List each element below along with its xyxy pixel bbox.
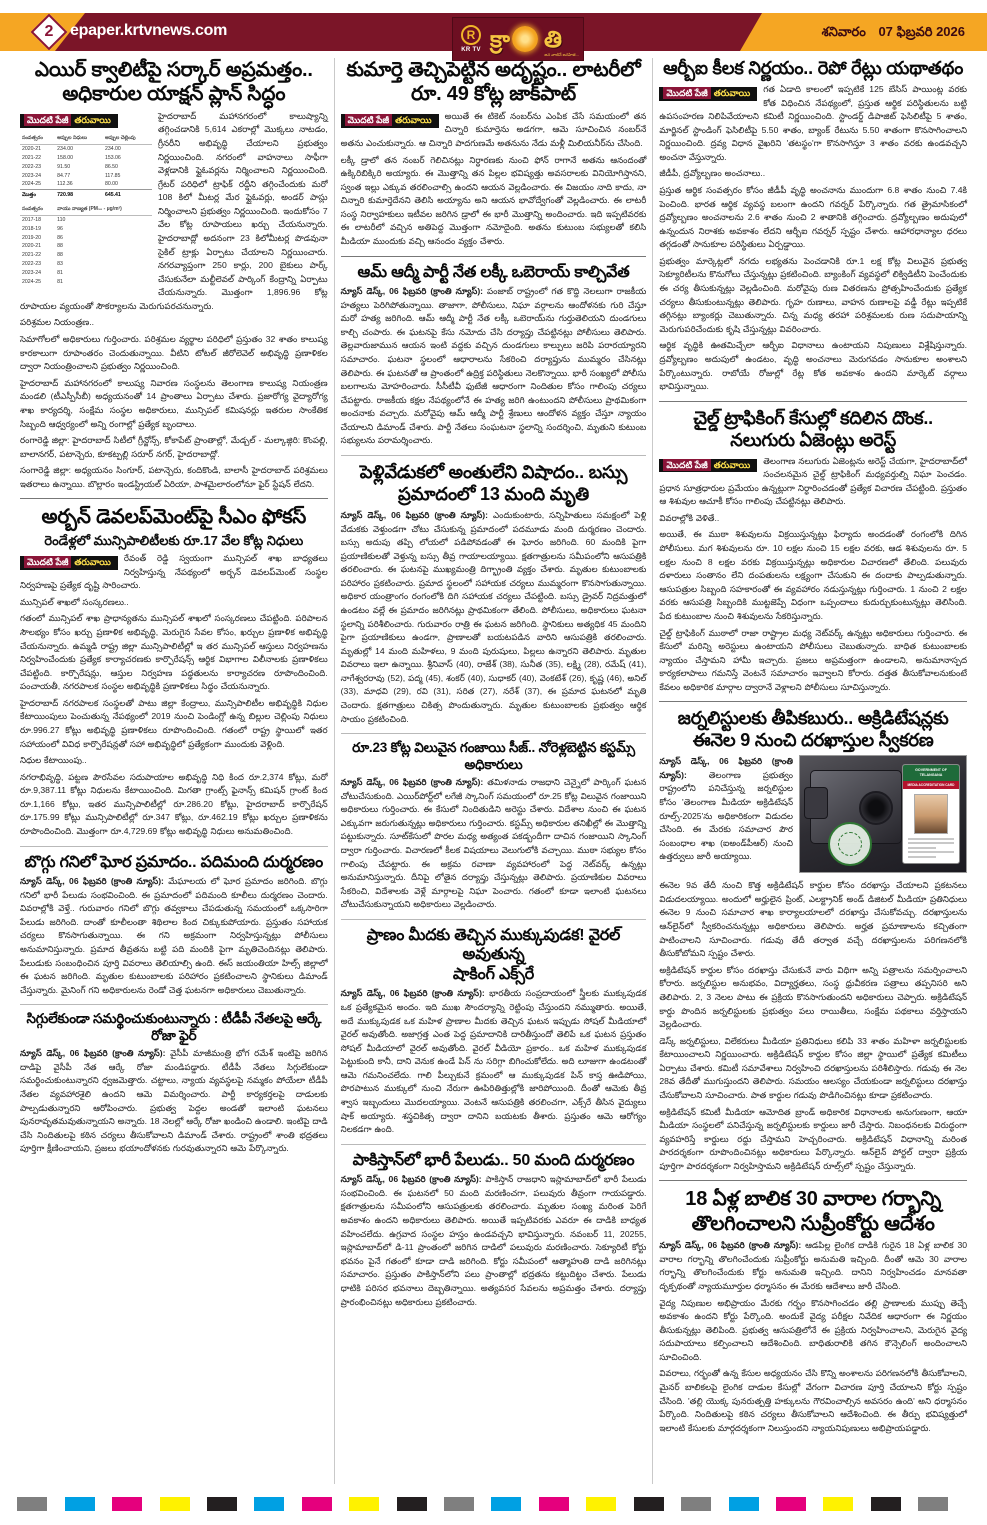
article-subhead-1: వివరాల్లోకి వెళితే..: [659, 512, 720, 523]
colorbar-gap: [284, 1497, 301, 1511]
article-body: [341, 987, 647, 1136]
colorbar-gap: [616, 1497, 633, 1511]
col-funds: అప్పుల నిధులు: [55, 134, 103, 145]
colorbar-gap: [853, 1497, 870, 1511]
cell-pm10: 83: [57, 261, 63, 268]
kranti-wordmark-right: తి: [543, 25, 562, 52]
colorbar-segment: [17, 1497, 47, 1511]
dateline: న్యూస్ డెస్క్, 06 ఫిబ్రవరి (క్రాంతి న్యూస్):: [340, 1174, 482, 1185]
article-nose-pin-xray[interactable]: [341, 926, 647, 1137]
continued-badge-wrap: [20, 552, 118, 572]
article-coal-mine-accident[interactable]: [20, 853, 328, 998]
cell-year: 2020-21: [22, 146, 42, 153]
colorbar-segment: [776, 1497, 806, 1511]
continued-badge-part-a: మొదటి పేజీ: [663, 459, 710, 471]
colorbar-gap: [190, 1497, 207, 1511]
continued-badge-part-b: తరువాయి: [395, 114, 432, 125]
article-body-text: పాకిస్తాన్ రాజధాని ఇస్లామాబాద్‌లో భారీ పేలుడు సంభవించింది. ఈ ఘటనలో 50 మంది మరణించగా, పలువురు తీవ్రంగా గాయపడ్డారు. క్షతగాత్రులను సమీపంలోని ఆసుపత్రులకు తరలించారు. మృతుల సంఖ్య మరింత పెరిగే అవకాశం ఉందని అధికారులు తెలిపారు. అయితే ఇప్పటివరకు ఎవరూ ఈ దాడికి బాధ్యత వహించలేదు. ఉగ్రవాద సంస్థల హస్తం ఉండవచ్చని భావిస్తున్నారు. నవంబర్ 11, 20255, ఇస్లామాబాద్‌లో డి-11 ప్రాంతంలో జరిగిన దాడిలో పలువురు మరణించారు. సెక్యూరిటీ కోర్టు భవనం పైనే గతంలో కూడా దాడి జరిగింది. కోర్టు సమీపంలో ఆత్మాహుతి దాడి జరిగినట్లు సమాచారం. ప్రస్తుతం పాకిస్తాన్‌లోని పలు ప్రాంతాల్లో భద్రతను కట్టుదిట్టం చేశారు. పేలుడు ధాటికి పరిసర భవనాలు దెబ్బతిన్నాయి. అత్యవసర సేవలను అప్రమత్తం చేశారు. దర్యాప్తు ప్రారంభించినట్లు అధికారులు ప్రకటించారు.: [340, 1174, 647, 1307]
divider: [341, 1144, 647, 1145]
article-body-2: ఈనెల 9వ తేదీ నుంచి కొత్త అక్రిడిటేషన్ కార్డుల కోసం దరఖాస్తు చేయాలని ప్రకటనలు విడుదలయ్యాయి. అందులో అర్హులైన ప్రింట్, ఎలక్ట్రానిక్ అండ్ డిజిటల్ మీడియా ప్రతినిధులు ఈనెల 9 నుంచి సమాచార శాఖ కార్యాలయాలలో దరఖాస్తు చేసుకోవచ్చు. దరఖాస్తులను ఆన్‌లైన్‌లో స్వీకరించనున్నట్లు అధికారులు తెలిపారు. అర్హత ప్రమాణాలను కచ్చితంగా పాటించాలని సూచించారు. గడువు తేదీ తర్వాత వచ్చే దరఖాస్తులను పరిగణనలోకి తీసుకోబోమని స్పష్టం చేశారు.: [659, 880, 968, 959]
continued-badge: [20, 556, 118, 570]
headline-line-1: చైల్డ్ ట్రాఫికింగ్ కేసుల్లో కదిలిన దొంక..: [693, 407, 933, 428]
article-body-4: రంగారెడ్డి జిల్లా: హైదరాబాద్ సిటీలో గ్రీన్జోన్స్, కోకాపేట్ ప్రాంతాల్లో, మేడ్చల్ - మల్కాజ్గిరి: కొంపల్లి, బాలానగర్, పటాన్చెరు, కూకట్పల్లి సరూర్ నగర్, హైదరాబాద్లో.: [20, 435, 328, 459]
cell-payment: 234.00: [104, 146, 121, 153]
cell-pm10: 81: [57, 269, 63, 276]
article-body: [20, 875, 328, 997]
article-body: [20, 1047, 328, 1156]
article-ganja-seizure[interactable]: [341, 740, 647, 912]
dateline: న్యూస్ డెస్క్, 06 ఫిబ్రవరి (క్రాంతి న్యూస్):: [659, 1240, 802, 1251]
cell-year: 2022-23: [22, 261, 42, 268]
colorbar-gap: [711, 1497, 728, 1511]
newspaper-page: [0, 52, 987, 1484]
masthead: [0, 13, 987, 57]
headline-line-2: షాకింగ్ ఎక్స్‌రే: [452, 965, 535, 983]
article-body-2: గతంలో మున్సిపల్ శాఖ ప్రాధాన్యతను మున్సిపల్ శాఖలో సంస్కరణలు చేపట్టింది. పరిపాలన సౌలభ్యం కోసం ఖర్చు ప్రణాళిక అభివృద్ధి, మెరుగైన సేవల కోసం, ఖర్చుల ప్రణాళిక అభివృద్ధి చేయనున్నారు. ఉమ్మడి రాష్ట్ర జిల్లా మున్సిపాలిటీల్లో ఇ తర మున్సిపల్ ఆస్తులు నిర్వహణను నిర్వహించేందుకు ప్రత్యేక కార్యాచరణకు కార్పొరేషన్స్ ఆర్థిక విభాగాల విలీనాలకు ప్రణాళికలు చేపట్టింది. కార్పొరేషన్లు, ఆస్తుల నిర్వహణ పద్ధతులను కార్యాచరణ రూపొందించింది. పంచాయతీ, నగరపాలక సంస్థల అభివృద్ధికి ప్రణాళికలు సిద్ధం చేయనున్నారు.: [20, 613, 328, 692]
kr-monogram: R: [461, 25, 481, 45]
divider: [659, 701, 967, 702]
headline: సిగ్గులేకుండా సమర్థించుకుంటున్నారు : టీడీపీ నేతలపై ఆర్కే రోజా ఫైర్: [26, 1011, 322, 1043]
headline-line-2: ప్రమాదంలో 13 మంది మృతి: [398, 483, 589, 504]
divider: [341, 455, 647, 456]
table-row: [20, 251, 152, 260]
headline: ఆమ్ ఆద్మీ పార్టీ నేత లక్కీ ఒబెరాయ్ కాల్చివేత: [357, 263, 630, 281]
colorbar-segment: [112, 1497, 142, 1511]
article-body: [341, 1173, 647, 1309]
divider: [20, 846, 328, 847]
article-urban-development[interactable]: [20, 505, 328, 838]
colorbar-gap: [569, 1497, 586, 1511]
colorbar-gap: [901, 1497, 918, 1511]
table-row: [20, 180, 152, 189]
cell-funds: 158.00: [57, 155, 74, 162]
colorbar-segment: [586, 1497, 616, 1511]
table-row: [20, 154, 152, 163]
cell-year: 2021-22: [22, 155, 42, 162]
article-body-text: భారతీయ సంప్రదాయంలో స్త్రీలకు ముక్కుపుడక ఒక ప్రత్యేకమైన అందం. ఇది ముఖ సౌందర్యాన్ని రెట్టింపు చేస్తుందని నమ్ముతారు. అయితే, అదే ముక్కుపుడక ఒక మహిళ ప్రాణాల మీదకు తెచ్చిన ఘటన ఇప్పుడు సోషల్ మీడియాలో వైరల్ అవుతోంది. అజాగ్రత్త ఎంత పెద్ద ప్రమాదానికి దారితీస్తుందో తెలిపే ఒక ఘటన ప్రస్తుతం సోషల్ మీడియాలో వైరల్ అవుతోంది. వైరల్ వీడియో ప్రకారం.. ఒక మహిళ ముక్కుపుడక పెట్టుకుంది కానీ, దాని వెనుక ఉండే పిన్ ను సరిగ్గా బిగించుకోలేదు. అది లూజుగా ఉండటంతో ఆమె గమనించలేదు. గాలి పీల్చుకునే క్రమంలో ఆ ముక్కుపుడక పిన్ కాస్త ఊడిపోయి, పొరపాటున ముక్కులో నుంచి నేరుగా ఊపిరితిత్తుల్లోకి జారిపోయింది. దీంతో ఆమెకు తీవ్ర శ్వాస ఇబ్బందులు మొదలయ్యాయి. వెంటనే ఆసుపత్రికి తరలించగా, ఎక్స్‌రే తీసిన వైద్యులు షాక్ అయ్యారు. శస్త్రచికిత్స ద్వారా దానిని బయటకు తీశారు. ప్రస్తుతం ఆమె ఆరోగ్యం నిలకడగా ఉంది.: [340, 988, 647, 1135]
colorbar-segment: [491, 1497, 521, 1511]
table-row: [20, 233, 152, 242]
table-row: [20, 215, 152, 224]
table-header-row: [20, 205, 152, 216]
article-body-1: తెలంగాణ నలుగురు ఏజెంట్లను అరెస్ట్ చేయగా, హైదరాబాద్‌లో సంచలనమైన చైల్డ్ ట్రాఫికింగ్ మధ్యవర్తుల్ని నిఘా పెంచడం. ప్రధాన సూత్రధారుల ప్రమేయం ఉన్నట్లుగా నిర్ధారించడంతో ప్రత్యేక విచారణ చేపట్టింది. ప్రస్తుతం ఆ శిశువుల ఆచూకీ కోసం గాలింపు చేపట్టినట్లు తెలిపారు.: [659, 455, 968, 507]
article-subhead-2: నిధుల కేటాయింపు..: [20, 755, 87, 766]
article-roja-tdp[interactable]: [20, 1011, 328, 1156]
colorbar-gap: [521, 1497, 538, 1511]
article-body-5: సంగారెడ్డి జిల్లా: అధ్యయనం సింగూర్, పటాన్చెరు, కందికొండి, బాలాసీ హైదరాబాద్ పరిశ్రమలు ఇతరాలు ఉన్నాయి. బొల్లారం ఇండస్ట్రియల్ ఏరియా, పాశమైలారంలోనూ ఫైర్ స్టేషన్ లేదని.: [20, 465, 328, 489]
colorbar-gap: [0, 1497, 17, 1511]
dateline: న్యూస్ డెస్క్, 06 ఫిబ్రవరి (క్రాంతి న్యూస్):: [340, 509, 489, 520]
id-card-header: GOVERNMENT OF TELANGANA: [903, 765, 959, 780]
article-body-1: గత ఏడాది కాలంలో ఇప్పటికే 125 బేసిస్ పాయింట్ల వరకు కోత విధించిన నేపథ్యంలో, ప్రస్తుత ఆర్థిక పరిస్థితులను బట్టి ఉపసంహరణ నిలిపివేయాలని కమిటీ నిర్ణయించింది. స్టాండర్డ్ డిపాజిట్ ఫెసిలిటీపై 5 శాతం, మార్జినల్ స్టాండింగ్ ఫెసిలిటీపై 5.50 శాతం, బ్యాంక్ రేటును 5.50 శాతంగా కొనసాగించాలని నిర్ణయించింది. ద్రవ్య విధాన వైఖరిని 'తటస్థం'గా కొనసాగిస్తూ 3 శాతం వరకు ఉండవచ్చని అంచనా వేస్తున్నారు.: [659, 83, 968, 162]
headline-line-1: పెళ్లివేడుకలో అంతులేని విషాదం.. బస్సు: [359, 462, 628, 483]
colorbar-segment: [160, 1497, 190, 1511]
article-subhead-1: జీడీపీ, ద్రవ్యోల్బణం అంచనాలు..: [659, 168, 766, 179]
colorbar-gap: [806, 1497, 823, 1511]
headline: ఆర్బీఐ కీలక నిర్ణయం.. రెపో రేట్లు యథాతథం: [663, 58, 964, 78]
article-subhead-1: మున్సిపల్ శాఖలో సంస్కరణలు..: [20, 596, 129, 607]
cell-funds: 84.77: [57, 172, 71, 179]
colorbar-gap: [664, 1497, 681, 1511]
colorbar-gap: [474, 1497, 491, 1511]
article-body-5: అక్రిడిటేషన్ కమిటీ మీడియా ఆమోదిత బ్రాండ్ అధికారిక విధానాలకు అనుగుణంగా, ఆయా మీడియా సంస్థలలో పనిచేస్తున్న జర్నలిస్టులకు కార్డులు జారీ చేస్తారు. నిబంధనలకు విరుద్ధంగా వ్యవహరిస్తే కార్డులు రద్దు చేస్తామని హెచ్చరించారు. అక్రిడిటేషన్ విధానాన్ని మరింత పారదర్శకంగా రూపొందించినట్లు అధికారులు పేర్కొన్నారు. ఆన్‌లైన్ పోర్టల్ ద్వారా ప్రక్రియ పూర్తిగా పారదర్శకంగా నిర్వహిస్తామని అక్రిడిటేషన్ రూల్స్‌లో స్పష్టం చేస్తున్నారు.: [659, 1106, 968, 1171]
headline: పాకిస్తాన్‌లో భారీ పేలుడు.. 50 మంది దుర్మరణం: [352, 1151, 635, 1169]
headline: అర్బన్ డెవలప్‌మెంట్‌పై సీఎం ఫోకస్: [41, 506, 307, 529]
cell-year: 2024-25: [22, 181, 42, 188]
col-year: సంవత్సరం: [20, 205, 55, 216]
cell-total-label: మొత్తం: [20, 189, 55, 200]
cell-payment: 80.00: [104, 181, 118, 188]
subheadline: రెండేళ్లలో మున్సిపాలిటీలకు రూ.17 వేల కోట్ల నిధులు: [44, 532, 304, 548]
cell-payment: 153.06: [104, 155, 121, 162]
article-body-3: వివరాలు, గర్భంతో ఉన్న కేసుల అధ్యయనం చేసి కొన్ని అంశాలను పరిగణనలోకి తీసుకోవాలని, మైనర్ బాలికలపై లైంగిక దాడుల కేసుల్లో వేగంగా విచారణ పూర్తి చేయాలని కోర్టు స్పష్టం చేసింది. 'తల్లి యొక్క పునరుత్పత్తి హక్కులను గౌరవించాల్సిన అవసరం ఉంది' అని ధర్మాసనం పేర్కొంది. నిందితులపై కఠిన చర్యలు తీసుకోవాలని ఆదేశించింది. ఈ తీర్పు భవిష్యత్తులో ఇలాంటి కేసులకు మార్గదర్శకంగా నిలుస్తుందని న్యాయనిపుణులు అభిప్రాయపడ్డారు.: [659, 1368, 968, 1433]
colorbar-segment: [302, 1497, 332, 1511]
headline-line-2: అధికారుల యాక్షన్ ప్లాన్ సిద్ధం: [62, 83, 286, 106]
id-card-subheader: MEDIA ACCREDITATION CARD: [903, 781, 959, 789]
colorbar-segment: [729, 1497, 759, 1511]
article-body-3: చైల్డ్ ట్రాఫికింగ్ ముఠాలో రాజా రాష్ట్రాల మధ్య నెట్‌వర్క్ ఉన్నట్లు అధికారులు గుర్తించారు. ఈ కేసులో మరిన్ని అరెస్టులు ఉంటాయని పోలీసులు చెబుతున్నారు. బాధిత కుటుంబాలకు న్యాయం చేస్తామని హామీ ఇచ్చారు. ప్రజలు అప్రమత్తంగా ఉండాలని, అనుమానాస్పద కార్యకలాపాలు గమనిస్తే వెంటనే సమాచారం ఇవ్వాలని కోరారు. దత్తత తీసుకోవాలనుకుంటే కేవలం అధికారిక మార్గాల ద్వారానే వెళ్లాలని పోలీసులు సూచిస్తున్నారు.: [659, 627, 968, 692]
media-accreditation-card: [902, 764, 960, 864]
article-body-text: తమిళనాడు రాజధాని చెన్నైలో పార్కింగ్ ఘటన చోటుచేసుకుంది. ఎయిర్‌పోర్ట్‌లో లగేజీ స్కానింగ్ సమయంలో రూ.25 కోట్ల విలువైన గంజాయిని అధికారులు గుర్తించారు. ఈ కేసులో నిందితుడిని అరెస్టు చేశారు. విదేశాల నుంచి ఈ ఘటన ఎక్కువగా జరుగుతున్నట్లు అధికారులు గుర్తించారు. కస్టమ్స్ అధికారుల తనిఖీల్లో ఈ మొత్తాన్ని పట్టుకున్నారు. సూట్‌కేసులో పొరల మధ్య అత్యంత పకడ్బందీగా దాచిన గంజాయిని స్కానింగ్ ద్వారా గుర్తించారు. విచారణలో కీలక విషయాలు వెలుగులోకి వచ్చాయి. ముఠా సభ్యుల కోసం గాలింపు చేపట్టారు. ఈ అక్రమ రవాణా వ్యవహారంలో పెద్ద నెట్‌వర్క్ ఉన్నట్లు అనుమానిస్తున్నారు. దీనిపై లోతైన దర్యాప్తు చేస్తున్నట్లు తెలిపారు. ప్రయాణికుల వివరాలు సేకరించి, విదేశాలకు వెళ్లే మార్గాలపై నిఘా పెంచారు. గతంలో కూడా ఇలాంటి ఘటనలు చోటుచేసుకున్నాయని అధికారులు వెల్లడించారు.: [340, 777, 647, 910]
colorbar-gap: [237, 1497, 254, 1511]
column-1: [14, 58, 334, 1484]
column-3: [653, 58, 973, 1484]
continued-badge-part-a: మొదటి పేజీ: [345, 114, 392, 126]
continued-badge-part-b: తరువాయి: [74, 557, 111, 568]
colorbar-gap: [142, 1497, 159, 1511]
article-body-3: హైదరాబాద్ మహానగరంలో కాలుష్య నివారణ సంస్థలను తెలంగాణ కాలుష్య నియంత్రణ మండలి (టీఎస్పీసీబీ) అధ్యయనంతో 14 ప్రాంతాలు ఏర్పాటు చేశారు. ప్రజారోగ్య వైద్యారోగ్య శాఖ కార్యదర్శి, సంక్షేమ సంస్థల అధికారులు, మున్సిపల్ కమిషనర్లు ఇతరుల సాంకేతిక సిబ్బంది ఆధ్వర్యంలో అన్ని రంగాల్లో ప్రత్యేక బృందాలు.: [20, 377, 328, 429]
continued-badge: [341, 114, 439, 128]
id-card-detail-lines: [908, 838, 954, 858]
cell-pm10: 110: [57, 217, 66, 224]
cell-year: 2022-23: [22, 163, 42, 170]
continued-badge-part-b: తరువాయి: [713, 87, 751, 98]
colorbar-segment: [207, 1497, 237, 1511]
divider: [659, 1180, 967, 1181]
cell-year: 2024-25: [22, 278, 42, 285]
cell-funds: 112.36: [57, 181, 73, 188]
headline-line-1: ఎయిర్ క్వాలిటీపై సర్కార్ అప్రమత్తం..: [34, 59, 313, 81]
article-body-2: వైద్య నిపుణుల అభిప్రాయం మేరకు గర్భం కొనసాగించడం తల్లి ప్రాణాలకు ముప్పు తెచ్చే అవకాశం ఉందని కోర్టు పేర్కొంది. అందుకే వైద్య పరీక్షల నివేదిక ఆధారంగా ఈ నిర్ణయం తీసుకున్నట్లు తెలిపింది. ప్రభుత్వ ఆసుపత్రిలోనే ఈ ప్రక్రియ నిర్వహించాలని, మెరుగైన వైద్య సదుపాయాలు కల్పించాలని ఆదేశించింది. బాధితురాలికి తగిన కౌన్సెలింగ్ అందించాలని సూచించింది.: [659, 1297, 968, 1362]
cell-year: 2023-24: [22, 269, 42, 276]
cell-pm10: 96: [57, 225, 63, 232]
colorbar-segment: [634, 1497, 664, 1511]
continued-badge: [20, 114, 118, 128]
article-body: [341, 509, 647, 726]
article-rbi-repo-rate[interactable]: [659, 58, 967, 394]
cell-payment: 86.50: [104, 163, 118, 170]
continued-badge: [659, 459, 757, 473]
continued-badge-wrap: [659, 455, 757, 475]
article-aap-leader-shot[interactable]: [341, 263, 647, 448]
table-row: [20, 144, 152, 153]
colorbar-segment: [397, 1497, 427, 1511]
article-air-quality[interactable]: [20, 58, 328, 491]
divider: [659, 401, 967, 402]
colorbar-segment: [918, 1497, 948, 1511]
continued-and-tables: [20, 110, 152, 286]
cell-pm10: 86: [57, 234, 63, 241]
colorbar-gap: [759, 1497, 776, 1511]
column-grid: [14, 58, 973, 1484]
table-row: [20, 162, 152, 171]
table-header-row: [20, 134, 152, 145]
cell-total-funds: 720.98: [55, 189, 103, 200]
divider: [341, 256, 647, 257]
cell-payment: 117.85: [104, 172, 121, 179]
table-row: [20, 277, 152, 286]
kranti-wordmark-left: క్రా: [490, 25, 510, 52]
article-body: [341, 776, 647, 912]
masthead-date-value: 07 ఫిబ్రవరి 2026: [878, 24, 965, 39]
col-payment: అప్పుల చెల్లింపు: [103, 134, 152, 145]
colorbar-gap: [47, 1497, 64, 1511]
dateline: న్యూస్ డెస్క్, 06 ఫిబ్రవరి (క్రాంతి న్యూస్):: [340, 777, 484, 788]
colorbar-segment: [254, 1497, 284, 1511]
article-body-4: డెస్క్ జర్నలిస్టులు, విలేకరులు మీడియా ప్రతినిధులు కలిపి 33 శాతం మహిళా జర్నలిస్టులకు కేటాయించాలని నిర్ణయించారు. అక్రిడిటేషన్ కార్డుల కోసం జిల్లా స్థాయిలో ప్రత్యేక కమిటీలు ఏర్పాటు చేశారు. కమిటీ సమావేశాలు నిర్వహించి దరఖాస్తులను పరిశీలిస్తారు. గడువు ఈ నెల 28వ తేదీతో ముగుస్తుందని తెలిపారు. సమయం ఆలస్యం చేయకుండా జర్నలిస్టులు దరఖాస్తు చేసుకోవాలని సూచించారు. పాత కార్డుల గడువు పొడిగించినట్లు కూడా ప్రకటించారు.: [659, 1035, 968, 1100]
article-body-1: రేవంత్ రెడ్డి స్వయంగా మున్సిపల్ శాఖ బాధ్యతలు నిర్వహిస్తున్న నేపథ్యంలో అర్బన్ డెవలప్‌మెంట్ సంస్థల నిర్వహణపై ప్రత్యేక దృష్టి సారించారు.: [20, 553, 328, 591]
masthead-weekday: శనివారం: [821, 24, 866, 39]
article-body-text: పంజాబ్ రాష్ట్రంలో గత కొద్ది నెలలుగా రాజకీయ హత్యలు పెరిగిపోతున్నాయి. తాజాగా, పోలీసులు, నిఘా వర్గాలను ఆందోళనకు గురి చేస్తూ మరో హత్య జరిగింది. ఆమ్ ఆద్మీ పార్టీ నేత లక్కీ ఒబెరాయ్‌ను గుర్తుతెలియని దుండగులు కాల్చి చంపారు. ఈ ఘటనపై కేసు నమోదు చేసి దర్యాప్తు చేపట్టినట్లు పోలీసులు తెలిపారు. తెల్లవారుజామున ఆయన ఇంటి వద్దకు వచ్చిన దుండగులు కాల్పులు జరిపి పరారయ్యారని సమాచారం. ఘటనా స్థలంలో ఆధారాలను సేకరించి దర్యాప్తును ముమ్మరం చేసినట్లు తెలిపారు. ఈ ఘటనతో ఆ ప్రాంతంలో ఉద్రిక్త పరిస్థితులు నెలకొన్నాయి. భారీ సంఖ్యలో పోలీసు బలగాలను మోహరించారు. సీసీటీవీ ఫుటేజీ ఆధారంగా నిందితుల కోసం గాలింపు చర్యలు చేపట్టారు. రాజకీయ కక్షల నేపథ్యంలోనే ఈ హత్య జరిగి ఉంటుందని పోలీసులు ప్రాథమికంగా అంచనాకు వచ్చారు. మరోవైపు ఆమ్ ఆద్మీ పార్టీ శ్రేణులు ఆందోళన వ్యక్తం చేస్తూ న్యాయం చేయాలని డిమాండ్ చేశారు. పార్టీ నేతలు సంఘటనా స్థలాన్ని సందర్శించి, మృతుని కుటుంబ సభ్యులను పరామర్శించారు.: [340, 286, 647, 446]
article-body: [341, 285, 647, 448]
article-body-4: ఆర్థిక వృద్ధికి ఊతమిచ్చేలా ఆర్బీఐ విధానాలు ఉంటాయని నిపుణులు విశ్లేషిస్తున్నారు. ద్రవ్యోల్బణం అదుపులో ఉండటం, వృద్ధి అంచనాలు మెరుగవడం సానుకూల అంశాలని పేర్కొంటున్నారు. రాబోయే రోజుల్లో రేట్ల కోత అవకాశం ఉందని మార్కెట్ వర్గాలు భావిస్తున్నాయి.: [659, 340, 968, 392]
colorbar-segment: [823, 1497, 853, 1511]
article-body-1: హైదరాబాద్ మహానగరంలో కాలుష్యాన్ని తగ్గించడానికి 5,614 ఎకరాల్లో మొక్కలు నాటడం, గ్రీనరీని అభివృద్ధి చేయాలని ప్రభుత్వం నిర్ణయించింది. నగరంలో వాహనాలు సాఫీగా వెళ్లడానికి ఫ్లైఓవర్లను నిర్మించాలని నిర్ణయించింది. గ్రేటర్ పరిధిలో ట్రాఫిక్ రద్దీని తగ్గించేందుకు మరో 108 కిలో మీటర్ల మేర ఫ్లైఓవర్లు, అండర్ పాస్లు నిర్మించాలని ప్రభుత్వం నిర్ణయించింది. ఇందుకోసం 7 వేల కోట్ల రూపాయలు ఖర్చు చేయనున్నారు. హైదరాబాద్లో అదనంగా 23 కిలోమీటర్ల పొడవునా సైకిల్ ట్రాక్లు ఏర్పాటు చేయాలని నిర్ణయించారు. నగరవ్యాప్తంగా 250 కార్లు, 200 బైకులు పార్క్ చేసుకునేలా మల్టీలెవల్ పార్కింగ్ కేంద్రాన్ని ఏర్పాటు చేయనున్నారు. మొత్తంగా 1,896.96 కోట్ల రూపాయల వ్యయంతో సౌకర్యాలను మెరుగుపరచనున్నారు.: [20, 110, 328, 311]
cell-year: 2023-24: [22, 172, 42, 179]
article-pakistan-blast[interactable]: [341, 1151, 647, 1309]
continued-badge: [659, 87, 757, 101]
cell-year: 2019-20: [22, 234, 42, 241]
continued-badge-wrap: [341, 110, 439, 130]
article-body-text: తెలంగాణ ప్రభుత్వం రాష్ట్రంలోని పనిచేస్తున్న జర్నలిస్టుల కోసం 'తెలంగాణ మీడియా అక్రిడిటేషన్ రూల్స్-2025'ను అధికారికంగా విడుదల చేసింది. ఈ మేరకు సమాచార పౌర సంబంధాల శాఖ (ఐఅండ్‌పీఆర్) నుంచి ఉత్తర్వులు జారీ అయ్యాయి.: [659, 769, 794, 862]
headline-line-2: రూ. 49 కోట్ల జాక్‌పాట్: [411, 83, 576, 106]
article-child-trafficking[interactable]: [659, 408, 967, 695]
air-quality-table: [20, 205, 152, 286]
kr-tv-label: KR TV: [461, 47, 481, 53]
col-year: సంవత్సరం: [20, 134, 55, 145]
cell-year: 2021-22: [22, 252, 42, 259]
colorbar-segment: [65, 1497, 95, 1511]
colorbar-gap: [427, 1497, 444, 1511]
article-journalist-accreditation[interactable]: [659, 708, 967, 1173]
article-body-2: ప్రస్తుత ఆర్థిక సంవత్సరం కోసం జీడీపీ వృద్ధి అంచనాను ముందుగా 6.8 శాతం నుంచి 7.4కి పెంచింది. భారత ఆర్థిక వ్యవస్థ బలంగా ఉందని గవర్నర్ పేర్కొన్నారు. గత త్రైమాసికంలో ద్రవ్యోల్బణం అంచనాలను 2.6 శాతం నుంచి 2 శాతానికి తగ్గించారు. ద్రవ్యోల్బణం అదుపులో ఉన్నందున నిరాశకు అవకాశం లేదని ఆర్బీఐ గవర్నర్ స్పష్టం చేశారు. ఆహారధాన్యాల ధరలు తగ్గడంతో సానుకూల పరిస్థితులు ఏర్పడ్డాయి.: [659, 185, 968, 250]
article-body-1: [659, 1239, 967, 1293]
article-bus-accident[interactable]: [341, 462, 647, 726]
article-body-3: అక్రిడిటేషన్ కార్డుల కోసం దరఖాస్తు చేసుకునే వారు విధిగా అన్ని పత్రాలను సమర్పించాలని కోరారు. జర్నలిస్టుల అనుభవం, విద్యార్హతలు, సంస్థ ధ్రువీకరణ పత్రాలు తప్పనిసరి అని తెలిపారు. 2, 3 నెలల పాటు ఈ ప్రక్రియ కొనసాగుతుందని అధికారులు చెప్పారు. అక్రిడిటేషన్ కార్డు పొందిన జర్నలిస్టులకు ప్రభుత్వం పలు రాయితీలు, సంక్షేమ పథకాలు వర్తిస్తాయని వెల్లడించారు.: [659, 964, 968, 1030]
article-body-4: నగరాభివృద్ధి, పట్టణ పౌరసేవల సదుపాయాల అభివృద్ధి నిధి కింద రూ.2,374 కోట్లు, మరో రూ.9,387.11 కోట్లు నిధులను కేటాయించింది. మిగతా గ్రాంట్స్ ఫైనాన్స్ కమిషన్ గ్రాంట్ కింద రూ.1,166 కోట్లు, ఇతర మున్సిపాలిటీల్లో రూ.286.20 కోట్లు, హైదరాబాద్ కార్పొరేషన్ రూ.175.99 కోట్లు మున్సిపాలిటీల్లో రూ.347 కోట్లు, రూ.462.19 కోట్లు ఖర్చుల ప్రణాళికను రూపొందించింది. మొత్తంగా రూ.4,729.69 కోట్లు అభివృద్ధి నిధులు అనుమతించింది.: [20, 771, 328, 837]
headline-line-2: నలుగురు ఏజెంట్లు అరెస్ట్: [730, 429, 897, 450]
article-body-2: అయితే, ఈ ముఠా శిశువులను విక్రయిస్తున్నట్లు ఫిర్యాదు అందడంతో రంగంలోకి దిగిన పోలీసులు. మగ శిశువులను రూ. 10 లక్షల నుంచి 15 లక్షల వరకు, ఆడ శిశువులను రూ. 5 లక్షల నుంచి 8 లక్షల వరకు విక్రయిస్తున్నట్లు అధికారుల విచారణలో తేలింది. పలువురు దళారులు సంతానం లేని దంపతులను లక్ష్యంగా చేసుకుని ఈ దందాకు పాల్పడుతున్నారు. ఆసుపత్రుల సిబ్బంది సహకారంతో ఈ వ్యవహారం నడుస్తున్నట్లు గుర్తించారు. 1 నుంచి 2 లక్షల వరకు ఆసుపత్రి సిబ్బందికి ముట్టజెప్పే విధంగా ఒప్పందాలు కుదుర్చుకుంటున్నట్లు తెలిసింది. పేద కుటుంబాల నుంచి శిశువులను సేకరిస్తున్నారు.: [659, 529, 968, 621]
headline-line-1: కుమార్తె తెచ్చిపెట్టిన అదృష్టం.. లాటరీలో: [346, 59, 641, 81]
article-body-text: వైసీపీ మాజీమంత్రి భోగ రమేశ్ ఇంటిపై జరిగిన దాడిపై వైసీపీ నేత ఆర్కే రోజా మండిపడ్డారు. టీడీపీ నేతలు సిగ్గులేకుండా సమర్థించుకుంటున్నారని ధ్వజమెత్తారు. చట్టాలు, న్యాయ వ్యవస్థలపై నమ్మకం పోయేలా టీడీపీ నేతల వ్యవహారశైలి ఉందని ఆమె విమర్శించారు. పార్టీ కార్యకర్తలపై దాడులకు పాల్పడుతున్నారని ఆరోపించారు. ప్రభుత్వ పెద్దల అండతో ఇలాంటి ఘటనలు పునరావృతమవుతున్నాయని అన్నారు. 18 నెలల్లో ఆర్కే రోజా ఖండించి ఉండాలి. ఇంటిపై దాడి చేసి నిందితులపై కఠిన చర్యలు తీసుకోవాలని డిమాండ్ చేశారు. రాష్ట్రంలో శాంతి భద్రతలు పూర్తిగా క్షీణించాయని, ప్రజలు భయాందోళనకు గురవుతున్నారని ఆమె పేర్కొన్నారు.: [20, 1048, 328, 1154]
colorbar-segment: [444, 1497, 474, 1511]
article-body-1: అయితే ఈ టికెట్ నంబర్‌ను ఎంపిక చేసే సమయంలో తన చిన్నారి కుమార్తెను అడగగా, ఆమె సూచించిన నంబర్‌నే అతను ఎంచుకున్నారు. ఆ చిన్నారి పాదగుణమే అతనును నేడు మళ్లీ మిలియనీర్‌ను చేసింది.: [340, 110, 647, 148]
debt-funds-table: [20, 134, 152, 201]
accreditation-photo: [799, 755, 967, 873]
cell-pm10: 81: [57, 278, 63, 285]
article-body-3: ప్రభుత్వం మార్కెట్లలో నగదు లభ్యతను పెంచడానికి రూ.1 లక్ష కోట్ల విలువైన ప్రభుత్వ సెక్యూరిటీలను కొనుగోలు చేస్తున్నట్లు ప్రకటించింది. బ్యాంకింగ్ వ్యవస్థలో లిక్విడిటీని పెంచేందుకు ఈ చర్య తీసుకున్నట్లు వెల్లడించింది. మరోవైపు రుణ వితరణను ప్రోత్సహించేందుకు ప్రత్యేక చర్యలు తీసుకుంటున్నట్లు తెలిపారు. గృహ రుణాలు, వాహన రుణాలపై వడ్డీ రేట్లు ఇప్పటికే తగ్గినట్లు బ్యాంకర్లు చెబుతున్నారు. చిన్న మధ్య తరహా పరిశ్రమలకు రుణ సదుపాయాన్ని మెరుగుపరిచేందుకు కృషి చేస్తున్నట్లు వివరించారు.: [659, 255, 968, 334]
cell-year: 2017-18: [22, 217, 42, 224]
cell-pm10: 88: [57, 252, 63, 259]
article-body-text: మేఘాలయ లో ఘోర ప్రమాదం జరిగింది. బొగ్గు గనిలో భారీ పేలుడు సంభవించింది. ఈ ప్రమాదంలో పదిమంది కూలీలు దుర్మరణం చెందారు. వివరాల్లోకి వెళ్తే.. గురువారం గనిలో బొగ్గు తవ్వకాలు చేపడుతున్న సమయంలో ఒక్కసారిగా పేలుడు జరిగింది. దాంతో కూలీలంతా శిథిలాల కింద చిక్కుకుపోయారు. ప్రస్తుతం సహాయక చర్యలు కొనసాగుతున్నాయి. ఈ గని అక్రమంగా నిర్వహిస్తున్నట్లు పోలీసులు అనుమానిస్తున్నారు. ప్రమాద తీవ్రతను బట్టి పది మందికి పైగా మృతిచెందినట్లు తెలిపారు. పేలుడుకు సంబంధించిన పూర్తి వివరాలు తెలియాల్సి ఉంది. ఈస్ జయంతియా హిల్స్ జిల్లాలో ఈ ఘటన జరిగింది. మృతుల కుటుంబాలకు పరిహారం ప్రకటించాలని స్థానికులు డిమాండ్ చేస్తున్నారు. మైనింగ్ గని అధికారులను రెండో చెత్త ఘటనగా అధికారులు చెబుతున్నారు.: [20, 876, 328, 995]
dateline: న్యూస్ డెస్క్, 06 ఫిబ్రవరి (క్రాంతి న్యూస్):: [659, 756, 794, 780]
table-row: [20, 225, 152, 234]
headline-line-1: 18 ఏళ్ల బాలిక 30 వారాల గర్భాన్ని: [685, 1188, 942, 1211]
continued-badge-part-b: తరువాయి: [713, 459, 751, 470]
divider: [20, 1004, 328, 1005]
article-lottery-jackpot[interactable]: [341, 58, 647, 249]
col-pm10: వాయు నాణ్యత (PM₁₀ - µg/m³): [55, 205, 152, 216]
headline: రూ.23 కోట్ల విలువైన గంజాయి సీజ్.. నోరెళ్లబెట్టిన కస్టమ్స్ అధికారులు: [352, 740, 635, 772]
colorbar-gap: [332, 1497, 349, 1511]
colorbar-segment: [349, 1497, 379, 1511]
divider: [341, 919, 647, 920]
divider: [20, 498, 328, 499]
article-body-text: ఎందుకుంటారు, సన్నిహితులు సమక్షంలో పెళ్లి వేడుకకు వెళ్తుండగా చోటు చేసుకున్న ప్రమాదంలో పదమూడు మంది దుర్మరణం చెందారు. బస్సు అదుపు తప్పి లోయలో పడిపోవడంతో ఈ ఘోరం జరిగింది. 60 మందికి పైగా ప్రయాణికులతో వెళ్తున్న బస్సు తీవ్ర గాయాలయ్యాయి. క్షతగాత్రులను సమీపంలోని ఆసుపత్రికి తరలించారు. ఈ ఘటనపై ముఖ్యమంత్రి దిగ్భ్రాంతి వ్యక్తం చేశారు. మృతుల కుటుంబాలకు పరిహారం ప్రకటించారు. ప్రమాద స్థలంలో సహాయక చర్యలు ముమ్మరంగా కొనసాగుతున్నాయి. అధికార యంత్రాంగం రంగంలోకి దిగి సహాయక చర్యలు చేపట్టింది. బస్సు డ్రైవర్ నిద్రమత్తులో ఉండటం వల్లే ఈ ప్రమాదం జరిగినట్లు ప్రాథమికంగా తేలింది. పోలీసులు, అధికారులు ఘటనా స్థలాన్ని పరిశీలించారు. గురువారం రాత్రి ఈ ఘటన జరిగింది. స్థానికులు అత్యధిక 45 మందిని పైగా ప్రయాణికులు ఉండగా, ప్రాణాలతో బయటపడిన వారిని ఆసుపత్రికి తరలించారు. మృతుల్లో 14 మంది మహిళలు, 9 మంది పురుషులు, పిల్లలు ఉన్నారని తెలిపారు. మృతుల వివరాలు ఇలా ఉన్నాయి. శ్రీనివాస్ (40), రాజేశ్ (38), సునీత (35), లక్ష్మి (28), రమేష్ (41), నాగేశ్వరరావు (52), పద్మ (45), శంకర్ (40), సుధాకర్ (40), వెంకటేశ్ (26), కృష్ణ (46), అనిల్ (33), మాధవి (29), రవి (31), సరిత (27), నరేశ్ (37), ఈ ప్రమాద ఘటనలో మృతి చెందారు. క్షతగాత్రులు చికిత్స పొందుతున్నారు. మృతుల కుటుంబాలకు ప్రభుత్వం ఆర్థిక సాయం ప్రకటించింది.: [340, 509, 647, 724]
cell-total-payment: 645.41: [103, 189, 152, 200]
divider: [341, 733, 647, 734]
colorbar-gap: [95, 1497, 112, 1511]
colorbar-segment: [681, 1497, 711, 1511]
headline-line-2: తొలగించాలని సుప్రీంకోర్టు ఆదేశం: [691, 1212, 935, 1235]
article-body-2: సెమాగోలలో అధికారులు గుర్తించారు. పరిశ్రమల వ్యర్థాల పరిధిలో ప్రస్తుతం 32 శాతం కాలుష్య కారకాలుగా రూపాంతరం చెందుతున్నాయి. వీటిని టోటల్ జీరోలెవెల్ అభివృద్ధి ప్రణాళికల ద్వారా నియంత్రించాలని ప్రభుత్వం నిర్ణయించింది.: [20, 334, 328, 372]
headline: బొగ్గు గనిలో ఘోర ప్రమాదం.. పదిమంది దుర్మరణం: [24, 853, 324, 871]
headline-line-1: ప్రాణం మీదకు తెచ్చిన ముక్కుపుడక! వైరల్ అవుతున్న: [366, 926, 621, 964]
dateline: న్యూస్ డెస్క్, 06 ఫిబ్రవరి (క్రాంతి న్యూస్):: [340, 286, 484, 297]
continued-badge-part-a: మొదటి పేజీ: [663, 87, 710, 99]
cell-funds: 234.00: [57, 146, 74, 153]
table-row: [20, 268, 152, 277]
page-number: 2: [44, 23, 54, 40]
cell-year: 2018-19: [22, 225, 42, 232]
color-registration-bar: [0, 1497, 987, 1511]
dateline: న్యూస్ డెస్క్, 06 ఫిబ్రవరి (క్రాంతి న్యూస్):: [340, 988, 485, 999]
headline-line-2: ఈనెల 9 నుంచి దరఖాస్తుల స్వీకరణ: [692, 730, 934, 751]
continued-badge-part-b: తరువాయి: [74, 114, 111, 125]
table-total-row: [20, 189, 152, 200]
colorbar-segment: [871, 1497, 901, 1511]
continued-badge-part-a: మొదటి పేజీ: [24, 556, 71, 568]
logo-tagline: జన వాణినే జనహిత...: [544, 52, 579, 57]
id-card-portrait: [914, 794, 948, 834]
masthead-date: [822, 24, 965, 43]
continued-badge-wrap: [659, 83, 757, 103]
dateline: న్యూస్ డెస్క్, 06 ఫిబ్రవరి (క్రాంతి న్యూస్):: [20, 876, 164, 887]
epaper-url[interactable]: epaper.krtvnews.com: [70, 22, 228, 39]
footer-whitespace: [0, 1511, 987, 1525]
sun-icon: [512, 26, 538, 52]
cell-pm10: 88: [57, 243, 63, 250]
colorbar-gap: [379, 1497, 396, 1511]
article-body-text: ఆడపిల్ల లైంగిక దాడికి గురైన 18 ఏళ్ల బాలిక 30 వారాల గర్భాన్ని తొలగించేందుకు సుప్రీంకోర్టు అనుమతి ఇచ్చింది. దీంతో ఆమె 30 వారాల గర్భాన్ని తొలగించేందుకు కోర్టు అనుమతి ఇచ్చింది. దానిని నిర్వహించడం మానవతా దృక్పథంతో న్యాయమూర్తుల ధర్మాసనం ఈ మేరకు ఆదేశాలు జారీ చేసింది.: [659, 1240, 968, 1291]
article-supreme-court-abortion[interactable]: [659, 1187, 967, 1435]
cell-year: 2020-21: [22, 243, 42, 250]
column-2: [334, 58, 654, 1484]
colorbar-segment: [539, 1497, 569, 1511]
dateline: న్యూస్ డెస్క్, 06 ఫిబ్రవరి (క్రాంతి న్యూస్):: [20, 1048, 166, 1059]
cell-funds: 91.50: [57, 163, 71, 170]
continued-badge-part-a: మొదటి పేజీ: [24, 114, 71, 126]
table-row: [20, 260, 152, 269]
headline-line-1: జర్నలిస్టులకు తీపికబురు.. అక్రిడిటేషన్లకు: [677, 708, 949, 729]
table-row: [20, 171, 152, 180]
table-row: [20, 242, 152, 251]
article-body-3: హైదరాబాద్ నగరపాలక సంస్థలతో పాటు జిల్లా కేంద్రాలు, మున్సిపాలిటీల అభివృద్ధికి నిధుల కేటాయింపులు పెంచుతున్న నేపథ్యంలో 2019 నుంచి పెండింగ్లో ఉన్న బిల్లుల చెల్లింపు నిధులు రూ.996.27 కోట్లు అభివృద్ధి ప్రణాళికలు రూపొందించింది. గతంలో రాష్ట్ర స్థాయిలో ఇతర సహాయంలో వివిధ కార్పొరేషన్లతో సహా అభివృద్ధిలో ప్రత్యేకంగా ముందుకు వెళ్లింది.: [20, 697, 328, 749]
telangana-emblem-icon: [828, 822, 872, 866]
article-subhead-1: పరిశ్రమల నియంత్రణ..: [20, 317, 95, 328]
article-body-2: లక్కీ డ్రాలో తన నంబర్ గెలిచినట్లు నిర్ధారణకు నుంచి ఫోన్ రాగానే అతను ఆనందంతో ఉక్కిరిబిక్కిరి అయ్యారు. ఈ మొత్తాన్ని తన పిల్లల భవిష్యత్తు అవసరాలకు వినియోగిస్తానని, స్వంత ఇల్లు ఎక్కువ తరలించాల్సి ఉందని ఆయన వెల్లడించారు. ఈ విజయం నాది కాదు, నా చిన్నారి కుమార్తెదేనని తెలిసి అయ్యాను అని ఆయన భావోద్వేగంతో వెల్లడించారు. ఈ లాటరీ సంస్థ నిర్వాహకులు ఇటీవల జరిగిన డ్రాలో ఈ భారీ మొత్తాన్ని అందించారు. ఇది ఇప్పటివరకు ఈ లాటరీలో వచ్చిన అతిపెద్ద మొత్తంగా నమోదైంది. అతను కుటుంబ సభ్యులతో కలిసి మీడియా ముందుకు వచ్చి ఆనందం వ్యక్తం చేశారు.: [340, 154, 647, 246]
